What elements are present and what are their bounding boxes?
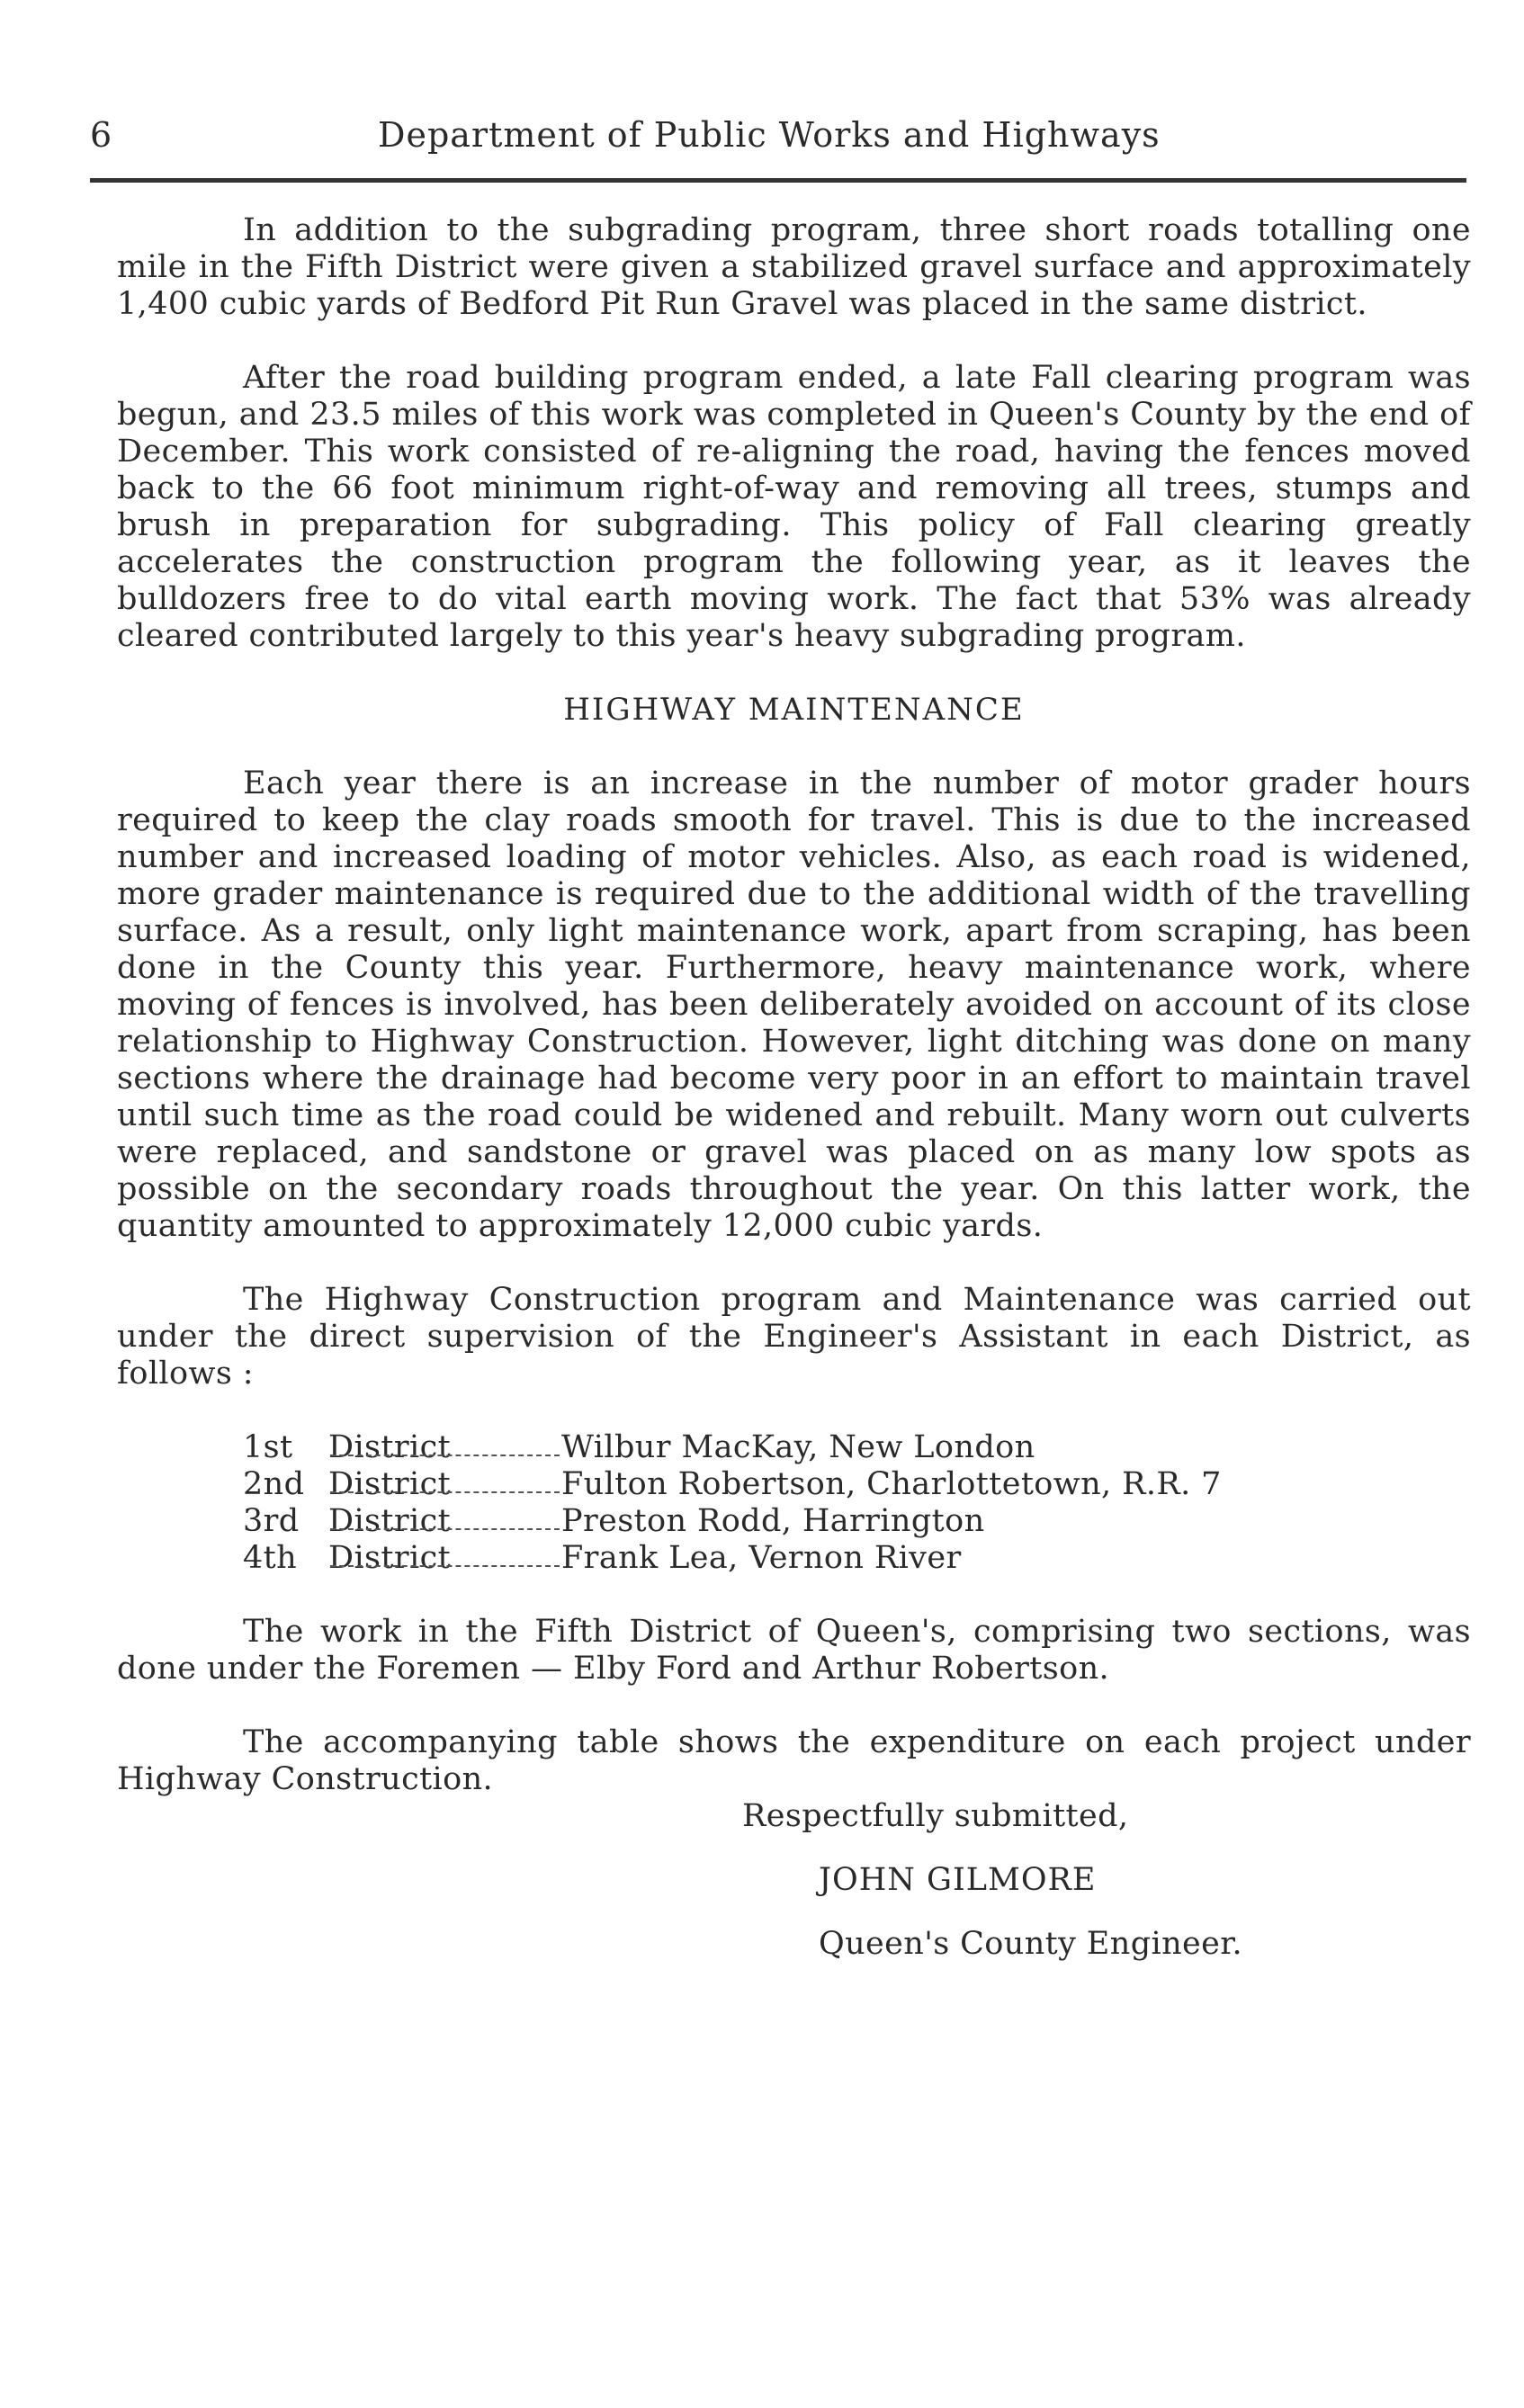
page-header: [90, 115, 1466, 169]
closing-line: Respectfully submitted,: [742, 1798, 1129, 1834]
district-list: [117, 1429, 1471, 1577]
district-row: 4th District Frank Lea, Vernon River: [243, 1540, 962, 1576]
district-ordinal: 1st: [243, 1429, 293, 1465]
leader-dots: [330, 1429, 560, 1456]
district-ordinal: 2nd: [243, 1466, 305, 1502]
paragraph-fifth-district: The work in the Fifth District of Queen's, comprising two sections, was done under the Foremen — Elby Ford and Arthur Robertson.: [117, 1614, 1471, 1687]
paragraph-expenditure: The accompanying table shows the expenditure on each project under Highway Construction.: [117, 1724, 1471, 1797]
header-rule: [90, 178, 1466, 183]
paragraph-supervision: The Highway Construction program and Maintenance was carried out under the direct supervision of the Engineer's Assistant in each District, as follows :: [117, 1282, 1471, 1392]
signatory-name: JOHN GILMORE: [819, 1862, 1097, 1898]
paragraph-fall-clearing: After the road building program ended, a late Fall clearing program was begun, and 23.5 miles of this work was completed in Queen's County by the end of December. This work consisted of re-aligning the road, having the fences moved back to the 66 foot minimum right-of-way and removing all trees, stumps and brush in preparation for subgrading. This policy of Fall clearing greatly accelerates the construction program the following year, as it leaves the bulldozers free to do vital earth moving work. The fact that 53% was already cleared contributed largely to this year's heavy subgrading program.: [117, 360, 1471, 654]
signoff: [117, 1798, 1471, 1963]
page-number: 6: [90, 115, 112, 155]
paragraph-maintenance: Each year there is an increase in the number of motor grader hours required to keep the clay roads smooth for travel. This is due to the increased number and increased loading of motor vehicles. Also, as each road is widened, more grader maintenance is required due to the additional width of the travelling surface. As a result, only light maintenance work, apart from scraping, has been done in the County this year. Furthermore, heavy maintenance work, where moving of fences is involved, has been deliberately avoided on account of its close relationship to Highway Construction. However, light ditching was done on many sections where the drainage had become very poor in an effort to maintain travel until such time as the road could be widened and rebuilt. Many worn out culverts were replaced, and sandstone or gravel was placed on as many low spots as possible on the secondary roads throughout the year. On this latter work, the quantity amounted to approximately 12,000 cubic yards.: [117, 765, 1471, 1244]
district-assistant: Fulton Robertson, Charlottetown, R.R. 7: [561, 1466, 1222, 1502]
district-row: 3rd District Preston Rodd, Harrington: [243, 1503, 985, 1539]
section-heading: HIGHWAY MAINTENANCE: [563, 692, 1025, 728]
body-text: [117, 212, 1471, 1963]
running-head: Department of Public Works and Highways: [378, 115, 1161, 155]
district-assistant: Frank Lea, Vernon River: [561, 1540, 962, 1576]
district-assistant: Wilbur MacKay, New London: [561, 1429, 1035, 1465]
paragraph-subgrading: In addition to the subgrading program, three short roads totalling one mile in the Fifth District were given a stabilized gravel surface and approximately 1,400 cubic yards of Bedford Pit Run Gravel was placed in the same district.: [117, 212, 1471, 322]
district-ordinal: 3rd: [243, 1503, 300, 1539]
leader-dots: [330, 1466, 560, 1493]
district-ordinal: 4th: [243, 1540, 298, 1576]
district-assistant: Preston Rodd, Harrington: [561, 1503, 985, 1539]
signatory-title: Queen's County Engineer.: [819, 1926, 1243, 1962]
leader-dots: [330, 1503, 560, 1530]
leader-dots: [330, 1540, 560, 1567]
district-row: 1st District Wilbur MacKay, New London: [243, 1429, 1035, 1465]
district-row: 2nd District Fulton Robertson, Charlottetown, R.R. 7: [243, 1466, 1222, 1502]
